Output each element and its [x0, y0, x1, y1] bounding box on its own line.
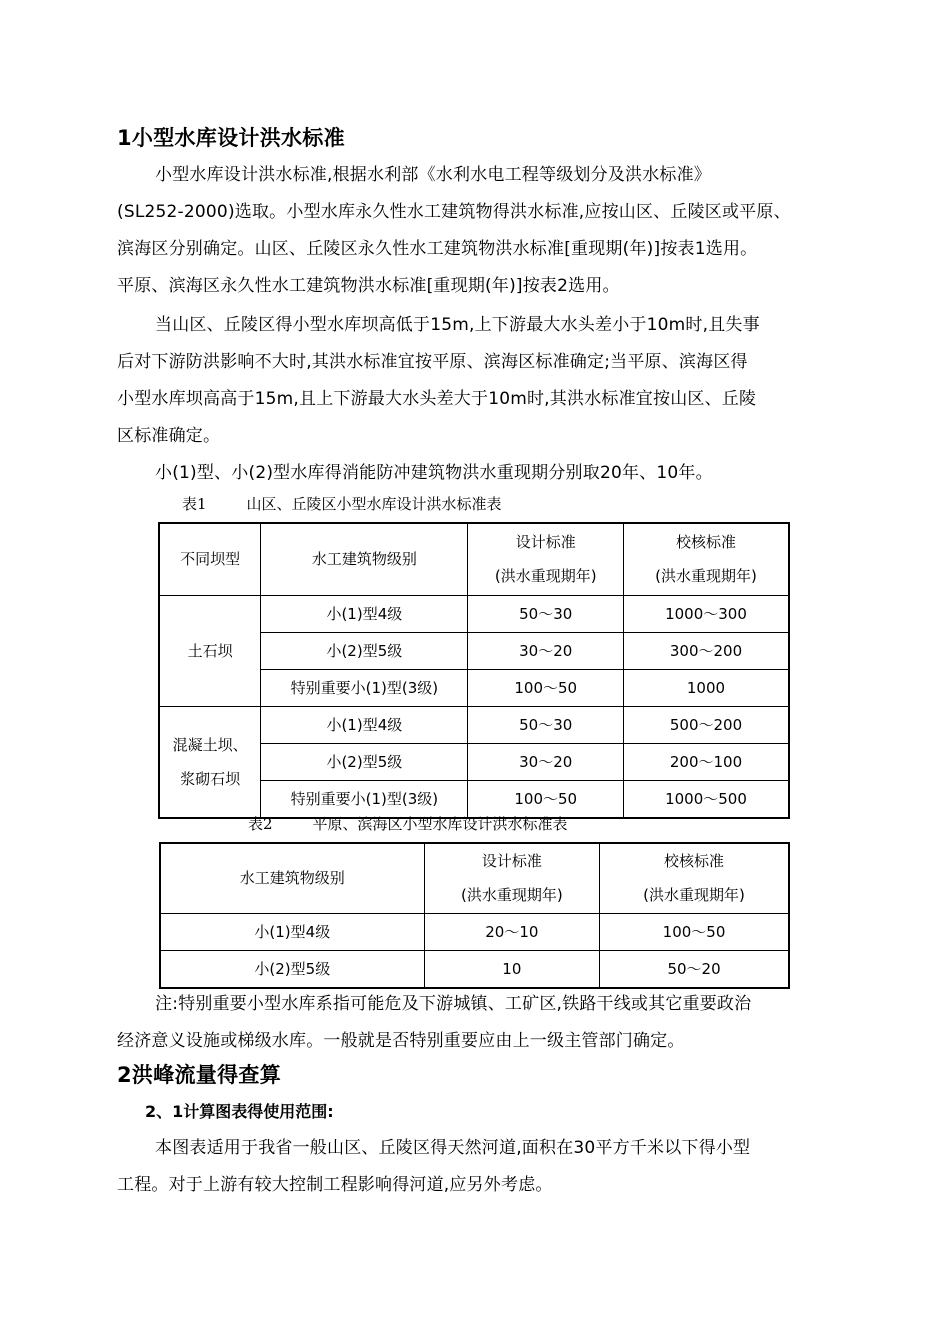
- header-cell: 校核标准 (洪水重现期年): [600, 843, 789, 913]
- paragraph-line: 小型水库坝高高于15m,且上下游最大水头差大于10m时,其洪水标准宜按山区、丘陵: [117, 389, 757, 409]
- table-row: [160, 913, 789, 950]
- grade-cell: 小(1)型4级: [160, 913, 424, 950]
- section-heading-1: 1小型水库设计洪水标准: [117, 126, 345, 150]
- header-cell: 不同坝型: [159, 523, 261, 595]
- paragraph-line: 滨海区分别确定。山区、丘陵区永久性水工建筑物洪水标准[重现期(年)]按表1选用。: [117, 239, 758, 259]
- paragraph-line: 工程。对于上游有较大控制工程影响得河道,应另外考虑。: [117, 1175, 553, 1195]
- header-cell: 水工建筑物级别: [160, 843, 424, 913]
- design-cell: 50～30: [468, 706, 624, 743]
- header-cell: 设计标准 (洪水重现期年): [424, 843, 599, 913]
- table1-caption-number: 表1: [182, 495, 207, 513]
- paragraph-line: 本图表适用于我省一般山区、丘陵区得天然河道,面积在30平方千米以下得小型: [155, 1138, 751, 1158]
- design-cell: 10: [424, 950, 599, 988]
- paragraph-line: 小(1)型、小(2)型水库得消能防冲建筑物洪水重现期分别取20年、10年。: [155, 463, 713, 483]
- grade-cell: 小(2)型5级: [261, 743, 468, 780]
- paragraph-line: (SL252-2000)选取。小型水库永久性水工建筑物得洪水标准,应按山区、丘陵区或平原、: [117, 202, 791, 222]
- header-cell: 设计标准 (洪水重现期年): [468, 523, 624, 595]
- table-row: [160, 950, 789, 988]
- design-cell: 20～10: [424, 913, 599, 950]
- design-cell: 50～30: [468, 595, 624, 632]
- header-cell: 水工建筑物级别: [261, 523, 468, 595]
- note-line: 注:特别重要小型水库系指可能危及下游城镇、工矿区,铁路干线或其它重要政治: [155, 994, 752, 1014]
- section-heading-2: 2洪峰流量得查算: [117, 1063, 282, 1087]
- check-cell: 1000～500: [623, 780, 789, 818]
- table-row: [159, 595, 789, 632]
- paragraph-line: 区标准确定。: [117, 426, 221, 446]
- table2-caption: [248, 813, 568, 834]
- check-cell: 1000～300: [623, 595, 789, 632]
- table2-caption-title: 平原、滨海区小型水库设计洪水标准表: [312, 815, 568, 833]
- header-cell: 校核标准 (洪水重现期年): [623, 523, 789, 595]
- design-cell: 100～50: [468, 669, 624, 706]
- table-header-row: [159, 523, 789, 595]
- grade-cell: 小(1)型4级: [261, 706, 468, 743]
- check-cell: 300～200: [623, 632, 789, 669]
- check-cell: 1000: [623, 669, 789, 706]
- subsection-heading-2-1: 2、1计算图表得使用范围:: [145, 1102, 334, 1121]
- table1: [158, 522, 790, 819]
- design-cell: 30～20: [468, 743, 624, 780]
- table1-caption-title: 山区、丘陵区小型水库设计洪水标准表: [246, 495, 502, 513]
- paragraph-line: 小型水库设计洪水标准,根据水利部《水利水电工程等级划分及洪水标准》: [155, 165, 712, 185]
- dam-type-cell: 土石坝: [159, 595, 261, 706]
- check-cell: 50～20: [600, 950, 789, 988]
- note-line: 经济意义设施或梯级水库。一般就是否特别重要应由上一级主管部门确定。: [117, 1031, 685, 1051]
- design-cell: 100～50: [468, 780, 624, 818]
- dam-type-cell: 混凝土坝、 浆砌石坝: [159, 706, 261, 818]
- table-row: [159, 706, 789, 743]
- check-cell: 100～50: [600, 913, 789, 950]
- table1-caption: [182, 493, 502, 514]
- paragraph-line: 平原、滨海区永久性水工建筑物洪水标准[重现期(年)]按表2选用。: [117, 276, 620, 296]
- design-cell: 30～20: [468, 632, 624, 669]
- grade-cell: 特别重要小(1)型(3级): [261, 780, 468, 818]
- check-cell: 500～200: [623, 706, 789, 743]
- grade-cell: 小(2)型5级: [160, 950, 424, 988]
- grade-cell: 小(1)型4级: [261, 595, 468, 632]
- grade-cell: 小(2)型5级: [261, 632, 468, 669]
- grade-cell: 特别重要小(1)型(3级): [261, 669, 468, 706]
- check-cell: 200～100: [623, 743, 789, 780]
- table2: [159, 842, 790, 989]
- table2-caption-number: 表2: [248, 815, 273, 833]
- paragraph-line: 当山区、丘陵区得小型水库坝高低于15m,上下游最大水头差小于10m时,且失事: [155, 315, 760, 335]
- table-header-row: [160, 843, 789, 913]
- paragraph-line: 后对下游防洪影响不大时,其洪水标准宜按平原、滨海区标准确定;当平原、滨海区得: [117, 352, 748, 372]
